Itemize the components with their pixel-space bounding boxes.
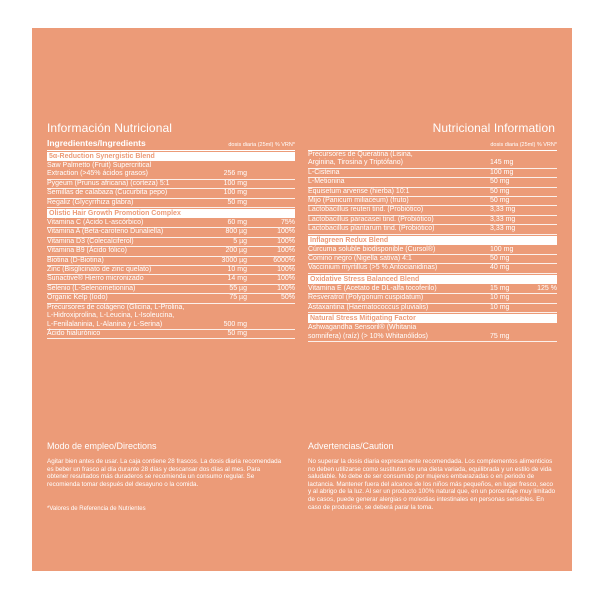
title-left: Información Nutricional: [47, 121, 173, 135]
table-row: Regaliz (Glycyrrhiza glabra) 50 mg: [47, 199, 295, 208]
table-row: Saw Palmetto (Fruit) Supercritical Extraction (>45% ácidos grasos) 256 mg: [47, 162, 295, 180]
table-row: Vitamina A (Beta-caroteno Dunaliella) 800 µg 100%: [47, 228, 295, 237]
table-row: Selenio (L-Selenometionina) 55 µg 100%: [47, 285, 295, 294]
section-5a-reduction: 5α-Reduction Synergistic Blend: [47, 152, 295, 161]
table-row: Vitamina D3 (Colecalciferol) 5 µg 100%: [47, 238, 295, 247]
directions-text: Agitar bien antes de usar. La caja contiene 28 frascos. La dosis diaria recomendada es beber un frasco al día durante 28 días y descansar dos días al mes. Para obtener resultados más duraderos se recomienda un consumo regular. Se recomienda tomar después del desayuno o la comida.: [47, 458, 282, 488]
table-row: Vaccinium myrtillus (>5 % Antocianidinas) 40 mg: [308, 264, 557, 273]
table-row: Vitamina E (Acetato de DL-alfa tocoferilo) 15 mg 125 %: [308, 285, 557, 294]
left-table-header: [47, 139, 295, 151]
section-oxidative-stress: Oxidative Stress Balanced Blend: [308, 275, 557, 284]
dose-heading-left: dosis diaria (25ml) % VRN*: [228, 142, 295, 148]
table-row: Precursores de colágeno (Glicina, L-Prolina, L-Hidroxiprolina, L-Leucina, L-Isoleucina, L-Fenilalaninia, L-Alanina y L-Serina) 500 mg: [47, 304, 295, 330]
directions-title: Modo de empleo/Directions: [47, 441, 157, 451]
table-row: L-Metionina 50 mg: [308, 178, 557, 187]
table-row: Organic Kelp (Iodo) 75 µg 50%: [47, 294, 295, 303]
table-row: Lactobacillus reuteri tind. (Probiótico) 3,33 mg: [308, 206, 557, 215]
table-row: Comino negro (Nigella sativa) 4:1 50 mg: [308, 255, 557, 264]
table-row: Ashwagandha Sensoril® (Whitania somnifera) (raíz) (> 10% Whitanólidos) 75 mg: [308, 324, 557, 342]
table-row: L-Cisteina 100 mg: [308, 169, 557, 178]
section-inflagreen: Inflagreen Redux Blend: [308, 236, 557, 245]
title-right: Nutricional Information: [432, 121, 555, 135]
warnings-text: No superar la dosis diaria expresamente recomendada. Los complementos alimenticios no deben utilizarse como sustitutos de una dieta variada, equilibrada y un estilo de vida saludable. No debe de ser consumido por mujeres embarazadas o en periodo de lactancia. Mantener fuera del alcance de los niños más pequeños, en lugar fresco, seco y al abrigo de la luz. Al ser un producto 100% natural que, en un porcentaje muy limitado de casos, puede generar alergias o molestias intestinales en personas sensibles. En caso de producirse, se deberá parar la toma.: [308, 458, 556, 511]
table-row: Astaxantina (Haematococcus pluvialis) 10 mg: [308, 304, 557, 313]
right-table-header: [308, 139, 557, 151]
right-nutrition-table: [308, 139, 557, 342]
table-row: Equisetum arvense (hierba) 10:1 50 mg: [308, 188, 557, 197]
left-nutrition-table: [47, 139, 295, 339]
table-row: Lactobacillus plantarum tind. (Probiótico) 3,33 mg: [308, 225, 557, 234]
table-row: Sunactive® Hierro micronizado 14 mg 100%: [47, 275, 295, 284]
table-row: Ácido hialurónico 50 mg: [47, 330, 295, 339]
ingredients-heading: Ingredientes/Ingredients: [47, 138, 146, 148]
table-row: Precursores de Queratina (Lisina, Arginina, Tirosina y Triptófano) 145 mg: [308, 151, 557, 169]
warnings-title: Advertencias/Caution: [308, 441, 394, 451]
table-row: Semillas de calabaza (Cucurbita pepo) 100 mg: [47, 189, 295, 198]
table-row: Vitamina C (Ácido L-ascórbico) 60 mg 75%: [47, 219, 295, 228]
table-row: Mijo (Panicum miliaceum) (fruto) 50 mg: [308, 197, 557, 206]
table-row: Lactobacillus paracasei tind. (Probiótico) 3,33 mg: [308, 216, 557, 225]
label-panel: [32, 28, 572, 571]
table-row: Vitamina B9 (Ácido fólico) 200 µg 100%: [47, 247, 295, 256]
table-row: Cúrcuma soluble biodisponible (Cursol®) 100 mg: [308, 246, 557, 255]
table-row: Pygeum (Prunus africana) (corteza) 5:1 100 mg: [47, 180, 295, 189]
footnote: *Valores de Referencia de Nutrientes: [47, 506, 146, 512]
table-row: Zinc (Bisglicinato de zinc quelato) 10 mg 100%: [47, 266, 295, 275]
dose-heading-right: dosis diaria (25ml) % VRN*: [490, 142, 557, 148]
section-stress-mitigating: Natural Stress Mitigating Factor: [308, 314, 557, 323]
table-row: Resveratrol (Polygonum cuspidatum) 10 mg: [308, 294, 557, 303]
section-hair-growth: Olistic Hair Growth Promotion Complex: [47, 209, 295, 218]
table-row: Biotina (D-Biotina) 3000 µg 6000%: [47, 257, 295, 266]
